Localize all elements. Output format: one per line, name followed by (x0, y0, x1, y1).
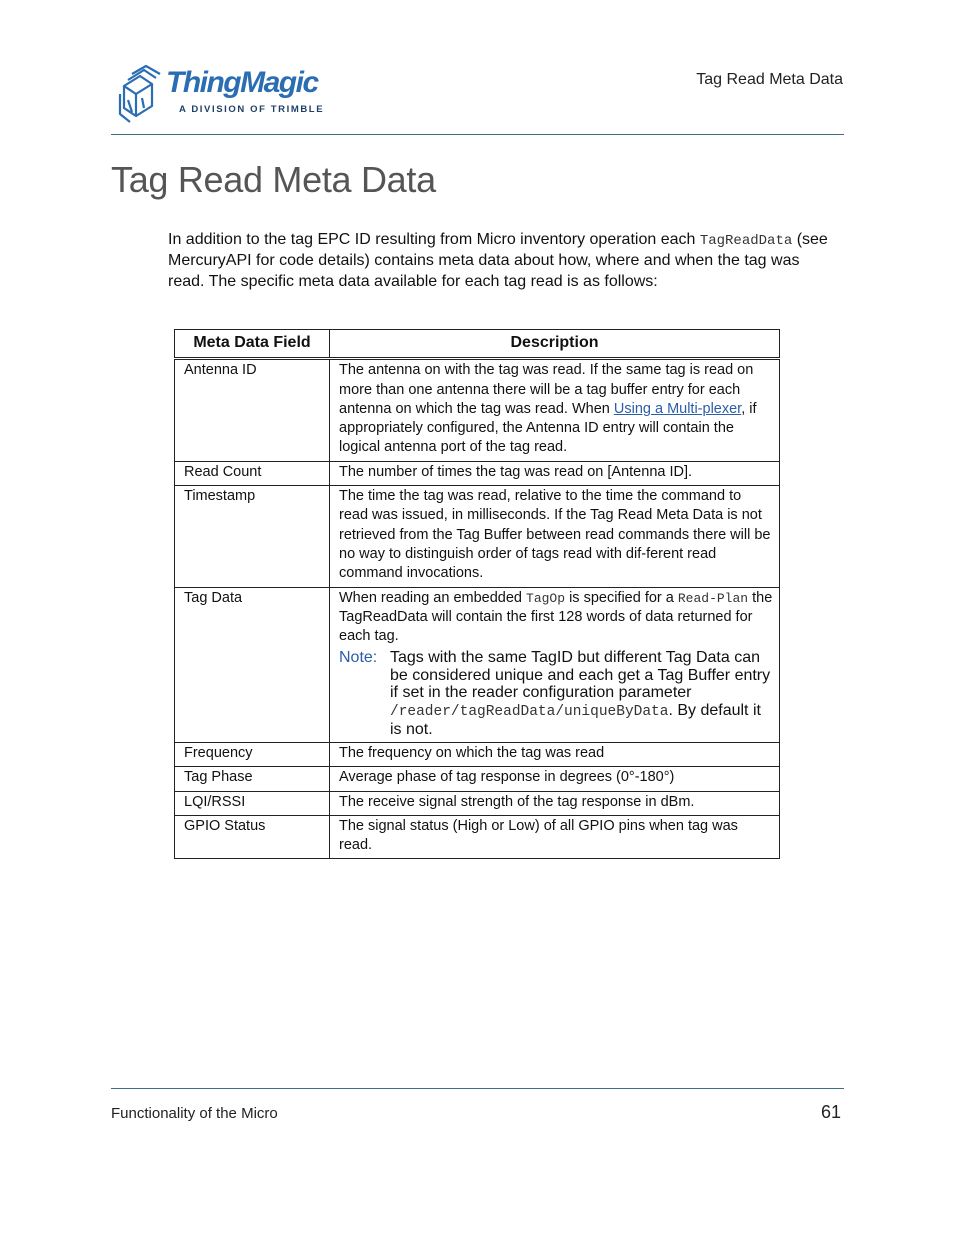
description-cell: The time the tag was read, relative to the time the command to read was issued, in milliseconds. If the Tag Read Meta Data is not retrieved from the Tag Buffer between read commands there will be no way to distinguish order of tags read with dif-ferent read command invocations. (330, 486, 780, 587)
description-text: When reading an embedded (339, 589, 527, 606)
description-text: The antenna on with the tag was read. If the same tag is read on more than one antenna there will be a tag buffer entry for each antenna on which the tag was read. When (339, 362, 754, 417)
note-block (339, 649, 773, 739)
thingmagic-logo (116, 62, 336, 126)
description-cell: The receive signal strength of the tag response in dBm. (330, 791, 780, 815)
intro-code: TagReadData (699, 233, 793, 249)
note-text-after: . By default it is not. (390, 701, 761, 739)
logo-subtitle: A DIVISION OF TRIMBLE (179, 104, 325, 115)
running-head: Tag Read Meta Data (696, 71, 843, 88)
field-cell: Antenna ID (175, 359, 330, 461)
header-rule (111, 134, 844, 135)
field-cell: Tag Phase (175, 767, 330, 791)
field-cell: GPIO Status (175, 815, 330, 859)
table-row (175, 461, 780, 485)
intro-text-before: In addition to the tag EPC ID resulting from Micro inventory operation each (168, 231, 700, 248)
tagop-code: TagOp (526, 590, 566, 606)
intro-text-after: (see MercuryAPI for code details) contains meta data about how, where and when the tag was read. The specific meta data available for each tag read is as follows: (168, 231, 828, 290)
table-row (175, 486, 780, 587)
using-a-multiplexer-link[interactable]: Using a Multi-plexer (613, 400, 742, 417)
column-header-field: Meta Data Field (175, 330, 330, 359)
logo-name: ThingMagic (166, 66, 318, 99)
field-cell: LQI/RSSI (175, 791, 330, 815)
meta-data-table (174, 329, 780, 859)
page-number: 61 (820, 1102, 841, 1122)
description-cell: The frequency on which the tag was read (330, 742, 780, 766)
note-body (390, 649, 773, 739)
field-cell: Tag Data (175, 587, 330, 742)
footer-rule (111, 1088, 844, 1089)
tag-data-description (339, 589, 773, 647)
footer-chapter-title: Functionality of the Micro (111, 1105, 278, 1122)
field-cell: Frequency (175, 742, 330, 766)
page-title: Tag Read Meta Data (111, 159, 436, 200)
table-row (175, 791, 780, 815)
note-text: Tags with the same TagID but different Tag Data can be considered unique and each get a Tag Buffer entry if set in the reader configuration parameter (390, 649, 771, 702)
field-cell: Timestamp (175, 486, 330, 587)
table-row (175, 815, 780, 859)
description-text: the TagReadData will contain the first 128 words of data returned for each tag. (339, 589, 773, 645)
description-text: is specified for a (565, 589, 678, 606)
description-cell (330, 359, 780, 461)
table-row (175, 587, 780, 742)
field-cell: Read Count (175, 461, 330, 485)
table-header-row (175, 330, 780, 359)
table-row (175, 767, 780, 791)
description-cell (330, 587, 780, 742)
readplan-code: Read-Plan (677, 590, 749, 606)
note-label: Note: (339, 649, 378, 667)
column-header-description: Description (330, 330, 780, 359)
thingmagic-stacked-cards-logo-icon (116, 64, 166, 124)
description-text: , if appropriately configured, the Antenna ID entry will contain the logical antenna port of the tag read. (339, 400, 757, 456)
description-cell: The signal status (High or Low) of all GPIO pins when tag was read. (330, 815, 780, 859)
description-cell: The number of times the tag was read on [Antenna ID]. (330, 461, 780, 485)
intro-paragraph (168, 230, 836, 292)
table-row (175, 359, 780, 461)
description-cell: Average phase of tag response in degrees (0°-180°) (330, 767, 780, 791)
unique-by-data-code: /reader/tagReadData/uniqueByData (390, 703, 669, 720)
table-row (175, 742, 780, 766)
